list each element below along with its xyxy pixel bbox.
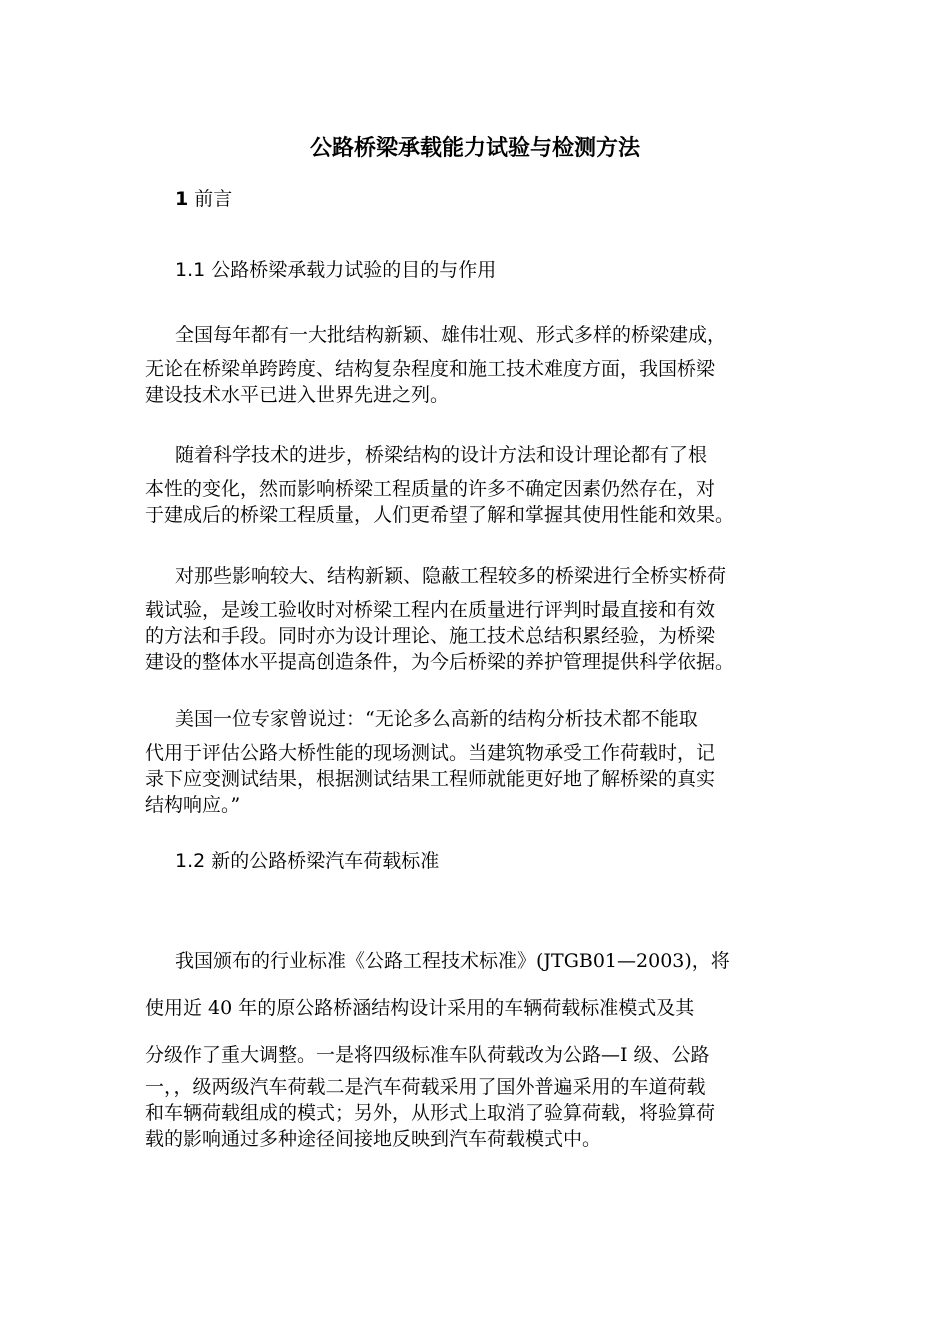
paragraph-line: 于建成后的桥梁工程质量，人们更希望了解和掌握其使用性能和效果。 <box>145 504 735 526</box>
paragraph-line: 对那些影响较大、结构新颖、隐蔽工程较多的桥梁进行全桥实桥荷 <box>175 565 727 587</box>
paragraph-line: 本性的变化，然而影响桥梁工程质量的许多不确定因素仍然存在，对 <box>145 478 716 500</box>
paragraph-2 <box>145 442 805 528</box>
section-heading-preface <box>175 186 232 212</box>
paragraph-3 <box>145 563 805 675</box>
paragraph-line: 录下应变测试结果，根据测试结果工程师就能更好地了解桥梁的真实 <box>145 768 716 790</box>
paragraph-line: 随着科学技术的进步，桥梁结构的设计方法和设计理论都有了根 <box>175 444 708 466</box>
paragraph-line: 建设技术水平已进入世界先进之列。 <box>145 384 450 406</box>
paragraph-line: 载的影响通过多种途径间接地反映到汽车荷载模式中。 <box>145 1128 602 1150</box>
paragraph-line: 建设的整体水平提高创造条件，为今后桥梁的养护管理提供科学依据。 <box>145 651 735 673</box>
section-number: 1 <box>175 188 189 210</box>
paragraph-line: 分级作了重大调整。一是将四级标准车队荷载改为公路—I 级、公路 <box>145 1044 710 1066</box>
paragraph-5 <box>145 948 805 1152</box>
paragraph-line: 的方法和手段。同时亦为设计理论、施工技术总结积累经验，为桥梁 <box>145 625 716 647</box>
paragraph-1 <box>145 322 805 408</box>
paragraph-line: 全国每年都有一大批结构新颖、雄伟壮观、形式多样的桥梁建成， <box>175 324 727 346</box>
section-title: 前言 <box>194 188 233 210</box>
subsection-heading-1-2: 1.2 新的公路桥梁汽车荷载标准 <box>175 850 440 872</box>
paragraph-line: 我国颁布的行业标准《公路工程技术标准》(JTGB01—2003)，将 <box>175 950 730 972</box>
paragraph-line: 使用近 40 年的原公路桥涵结构设计采用的车辆荷载标准模式及其 <box>145 997 695 1019</box>
paragraph-line: 无论在桥梁单跨跨度、结构复杂程度和施工技术难度方面，我国桥梁 <box>145 358 716 380</box>
paragraph-4 <box>145 706 805 818</box>
paragraph-line: 载试验，是竣工验收时对桥梁工程内在质量进行评判时最直接和有效 <box>145 599 716 621</box>
paragraph-line: 和车辆荷载组成的模式；另外，从形式上取消了验算荷载，将验算荷 <box>145 1102 716 1124</box>
paragraph-line: 结构响应。” <box>145 794 241 816</box>
paragraph-line: 美国一位专家曾说过：“无论多么高新的结构分析技术都不能取 <box>175 708 698 730</box>
paragraph-line: 一，，级两级汽车荷载二是汽车荷载采用了国外普遍采用的车道荷载 <box>145 1076 706 1098</box>
subsection-heading-1-1: 1.1 公路桥梁承载力试验的目的与作用 <box>175 259 497 281</box>
document-title: 公路桥梁承载能力试验与检测方法 <box>309 136 640 161</box>
paragraph-line: 代用于评估公路大桥性能的现场测试。当建筑物承受工作荷载时，记 <box>145 742 716 764</box>
